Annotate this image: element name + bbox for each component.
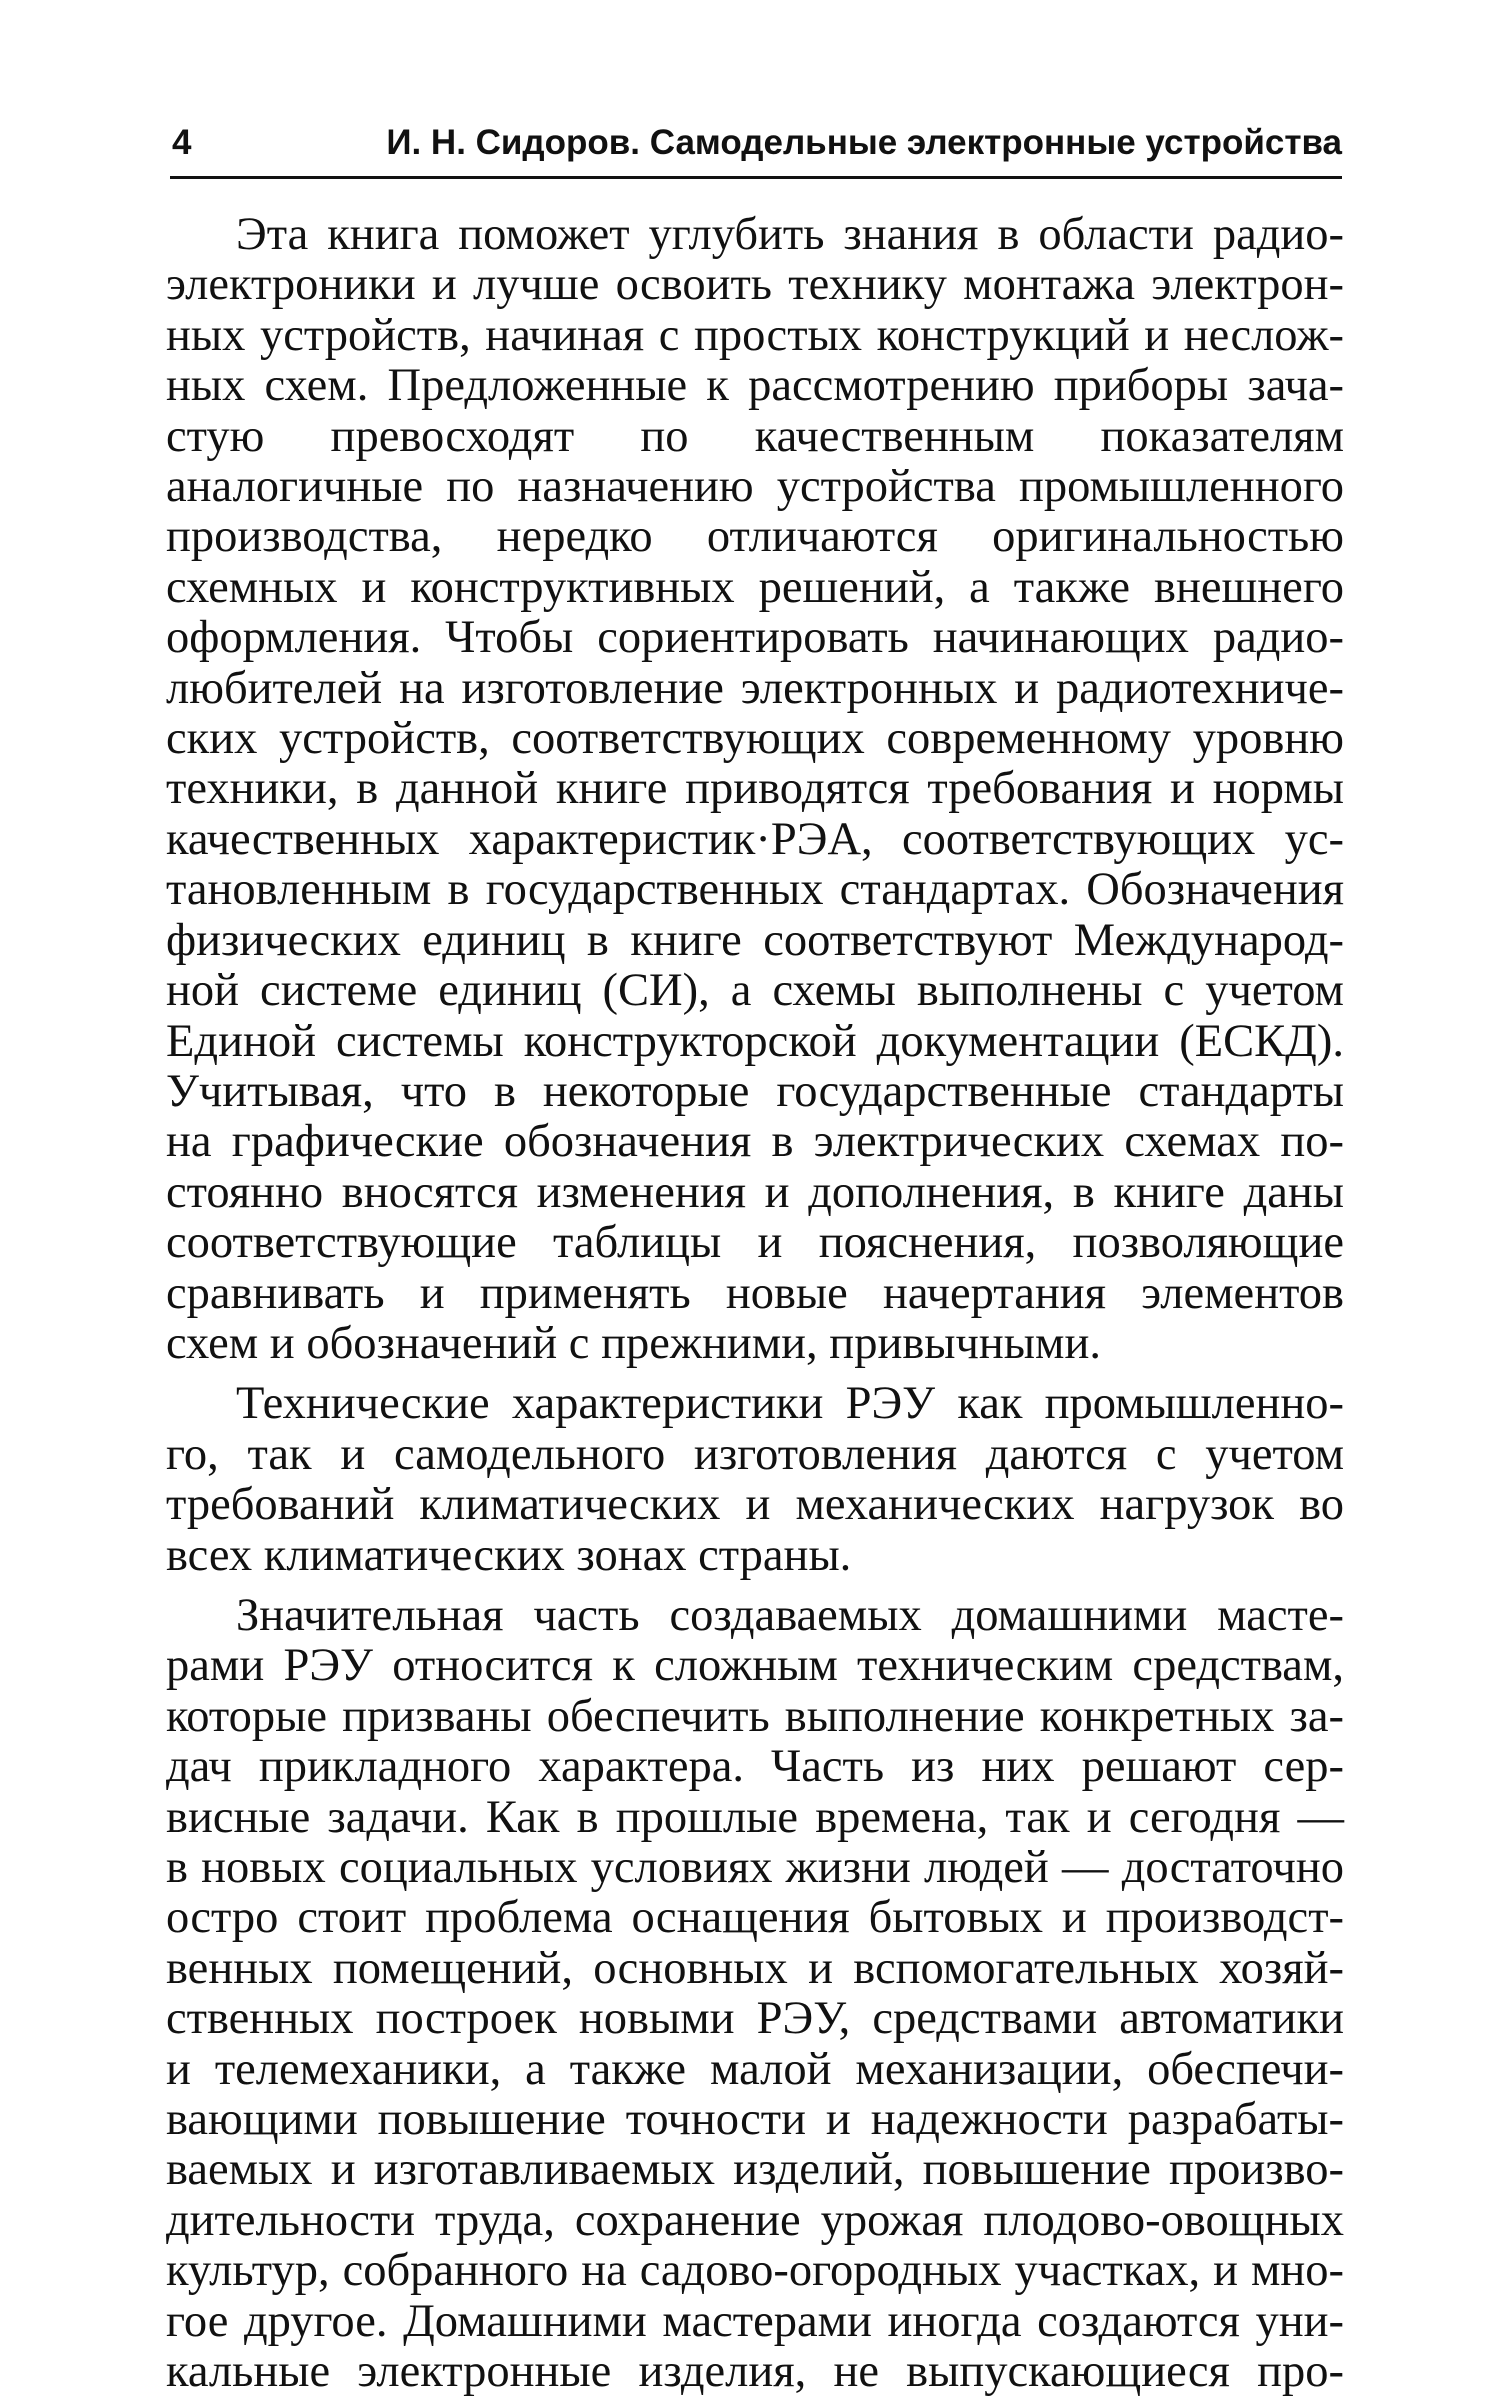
text-line: ной системе единиц (СИ), а схемы выполнены с учетом <box>166 965 1344 1017</box>
text-line: производства, нередко отличаются оригинальностью <box>166 511 1344 563</box>
text-line: техники, в данной книге приводятся требования и нормы <box>166 763 1344 815</box>
text-line: Значительная часть создаваемых домашними масте- <box>236 1589 1344 1641</box>
text-line: электроники и лучше освоить технику монтажа электрон- <box>166 259 1344 311</box>
text-line: ных схем. Предложенные к рассмотрению приборы зача- <box>166 360 1344 412</box>
paragraph-2 <box>166 1379 1344 1581</box>
text-line: соответствующие таблицы и пояснения, позволяющие <box>166 1217 1344 1269</box>
text-line: дач прикладного характера. Часть из них решают сер- <box>166 1741 1344 1793</box>
text-line: венных помещений, основных и вспомогательных хозяй- <box>166 1942 1344 1994</box>
body-text <box>166 210 1344 2407</box>
text-line: Учитывая, что в некоторые государственные стандарты <box>166 1065 1344 1117</box>
text-line: качественных характеристик·РЭА, соответствующих ус- <box>166 813 1344 865</box>
text-line: на графические обозначения в электрических схемах по- <box>166 1116 1344 1168</box>
running-header <box>170 118 1342 179</box>
paragraph-1 <box>166 210 1344 1369</box>
text-line: которые призваны обеспечить выполнение конкретных за- <box>166 1690 1344 1742</box>
text-line: тановленным в государственных стандартах. Обозначения <box>166 864 1344 916</box>
text-line: Технические характеристики РЭУ как промышленно- <box>236 1378 1344 1430</box>
text-line: ственных построек новыми РЭУ, средствами автоматики <box>166 1993 1344 2045</box>
text-line: вающими повышение точности и надежности разрабаты- <box>166 2094 1344 2146</box>
text-line: Единой системы конструкторской документации (ЕСКД). <box>166 1015 1344 1067</box>
paragraph-3 <box>166 1591 1344 2398</box>
text-line: кальные электронные изделия, не выпускающиеся про- <box>166 2346 1344 2398</box>
text-line: ваемых и изготавливаемых изделий, повышение произво- <box>166 2144 1344 2196</box>
text-line: го, так и самодельного изготовления даются с учетом <box>166 1428 1344 1480</box>
text-line: ских устройств, соответствующих современному уровню <box>166 713 1344 765</box>
running-title: И. Н. Сидоров. Самодельные электронные устройства <box>386 123 1342 162</box>
text-line: остро стоит проблема оснащения бытовых и производст- <box>166 1892 1344 1944</box>
text-line: стоянно вносятся изменения и дополнения, в книге даны <box>166 1166 1344 1218</box>
text-line: Эта книга поможет углубить знания в области радио- <box>236 209 1344 260</box>
text-line: дительности труда, сохранение урожая плодово-овощных <box>166 2194 1344 2246</box>
text-line: аналогичные по назначению устройства промышленного <box>166 461 1344 513</box>
text-line: оформления. Чтобы сориентировать начинающих радио- <box>166 612 1344 664</box>
text-line: ных устройств, начиная с простых конструкций и неслож- <box>166 309 1344 361</box>
text-line: гое другое. Домашними мастерами иногда создаются уни- <box>166 2295 1344 2347</box>
text-line: физических единиц в книге соответствуют Международ- <box>166 914 1344 966</box>
text-line: любителей на изготовление электронных и радиотехниче- <box>166 662 1344 714</box>
text-line: всех климатических зонах страны. <box>166 1529 852 1581</box>
text-line: культур, собранного на садово-огородных участках, и мно- <box>166 2245 1344 2297</box>
text-line: требований климатических и механических нагрузок во <box>166 1479 1344 1531</box>
text-line: стую превосходят по качественным показателям <box>166 410 1344 462</box>
text-line: и телемеханики, а также малой механизации, обеспечи- <box>166 2043 1344 2095</box>
text-line: сравнивать и применять новые начертания элементов <box>166 1267 1344 1319</box>
text-line: схем и обозначений с прежними, привычными. <box>166 1317 1101 1369</box>
text-line: рами РЭУ относится к сложным техническим средствам, <box>166 1640 1344 1692</box>
page-number: 4 <box>172 123 192 162</box>
text-line: схемных и конструктивных решений, а также внешнего <box>166 561 1344 613</box>
text-line: в новых социальных условиях жизни людей — достаточно <box>166 1842 1344 1893</box>
text-line: висные задачи. Как в прошлые времена, так и сегодня — <box>166 1791 1344 1843</box>
